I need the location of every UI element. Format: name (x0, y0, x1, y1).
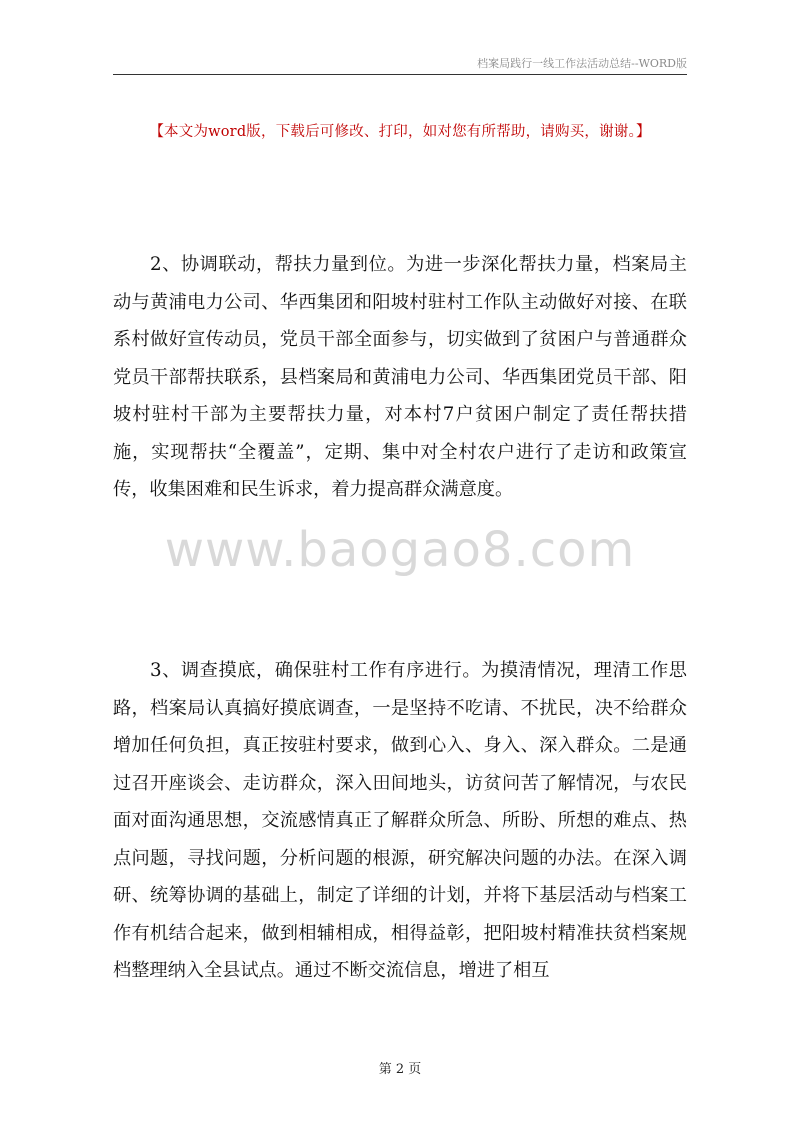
purchase-notice: 【本文为word版，下载后可修改、打印，如对您有所帮助，请购买，谢谢。】 (149, 124, 651, 140)
page-number: 第 2 页 (378, 1062, 422, 1077)
header-title: 档案局践行一线工作法活动总结--WORD版 (477, 57, 687, 70)
watermark-text: www.baogao8.com (164, 522, 636, 578)
page-header (113, 52, 687, 75)
paragraph-investigation: 3、调查摸底，确保驻村工作有序进行。为摸清情况，理清工作思路，档案局认真搞好摸底调查，一是坚持不吃请、不扰民，决不给群众增加任何负担，真正按驻村要求，做到心入、身入、深入群众。二是通过召开座谈会、走访群众，深入田间地头，访贫问苦了解情况，与农民面对面沟通思想，交流感情真正了解群众所急、所盼、所想的难点、热点问题，寻找问题，分析问题的根源，研究解决问题的办法。在深入调研、统筹协调的基础上，制定了详细的计划，并将下基层活动与档案工作有机结合起来，做到相辅相成，相得益彰，把阳坡村精准扶贫档案规档整理纳入全县试点。通过不断交流信息，增进了相互 (113, 660, 687, 981)
paragraph-coordination: 2、协调联动，帮扶力量到位。为进一步深化帮扶力量，档案局主动与黄浦电力公司、华西集团和阳坡村驻村工作队主动做好对接、在联系村做好宣传动员，党员干部全面参与，切实做到了贫困户与普通群众党员干部帮扶联系，县档案局和黄浦电力公司、华西集团党员干部、阳坡村驻村干部为主要帮扶力量，对本村7户贫困户制定了责任帮扶措施，实现帮扶“全覆盖”，定期、集中对全村农户进行了走访和政策宣传，收集困难和民生诉求，着力提高群众满意度。 (113, 254, 687, 500)
